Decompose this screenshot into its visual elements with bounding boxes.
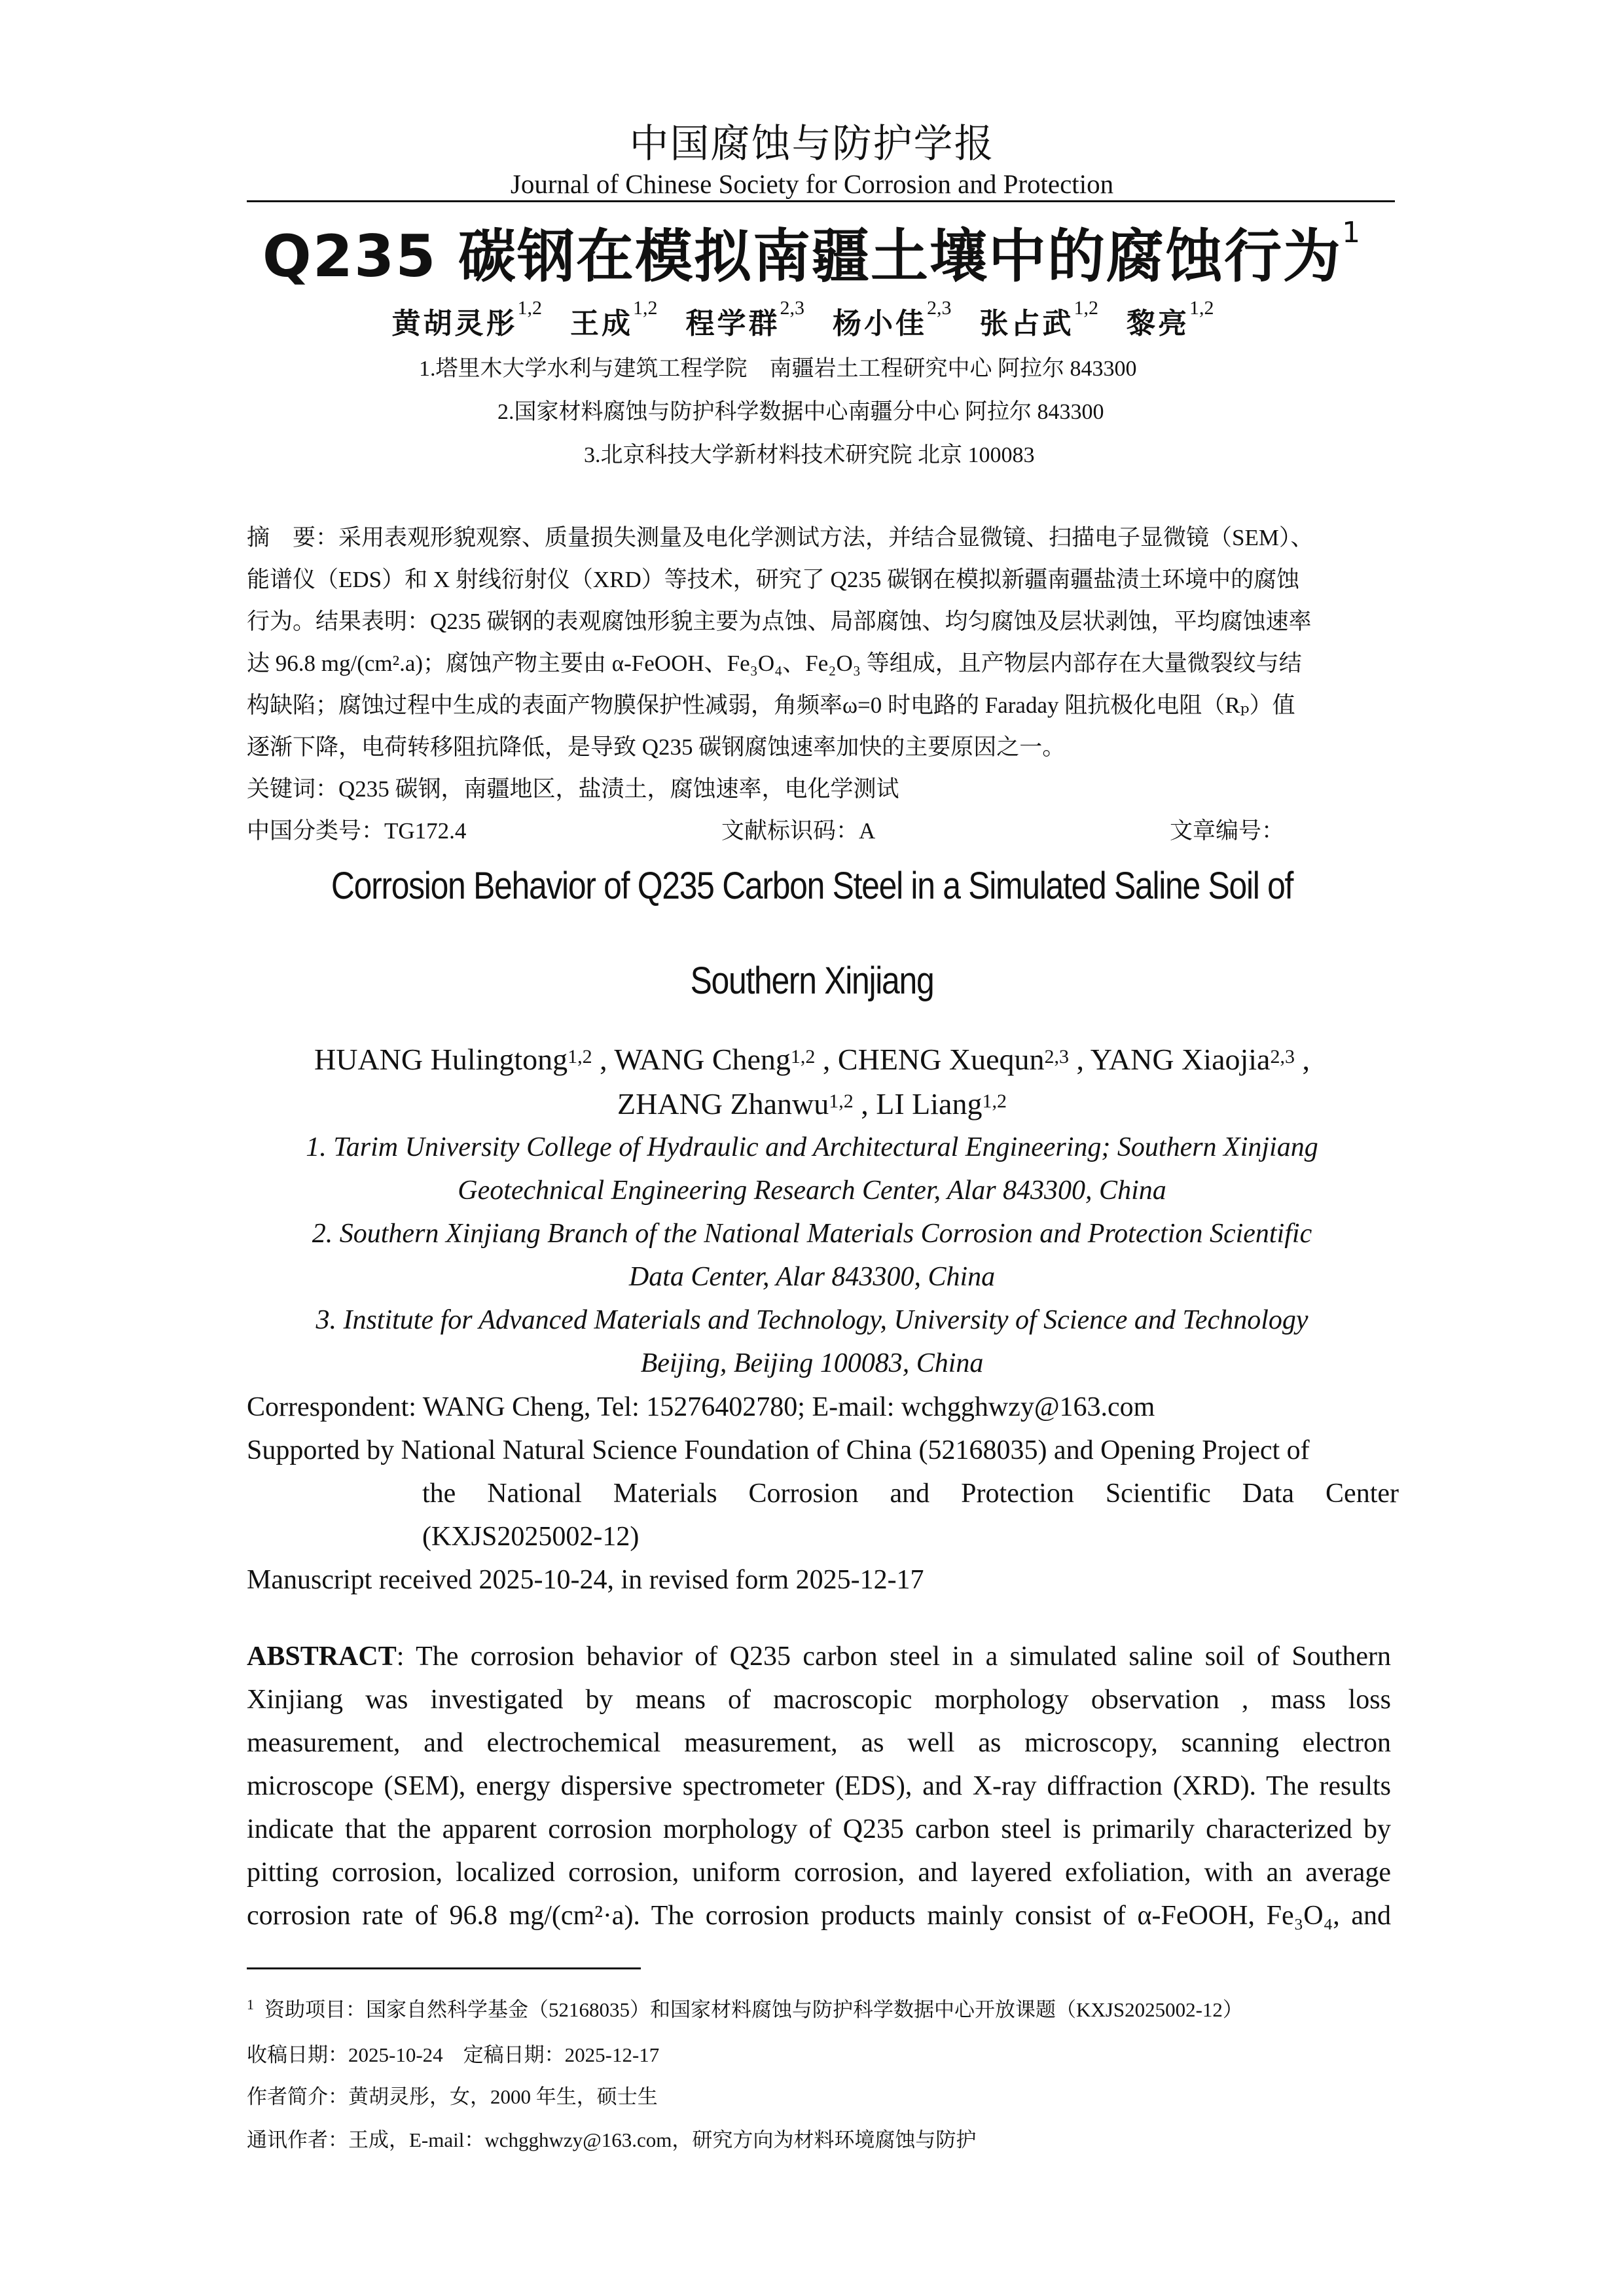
supported-by-line: the National Materials Corrosion and Protection Scientific Data Center (422, 1479, 1399, 1509)
paper-title-en-line2: Southern Xinjiang (690, 960, 934, 1002)
doc-code: 文献标识码：A (721, 818, 876, 844)
abstract-en-line: pitting corrosion, localized corrosion, uniform corrosion, and layered exfoliation, with an average (247, 1857, 1391, 1888)
footnote-corresponding: 通讯作者：王成，E-mail：wchgghwzy@163.com，研究方向为材料环境腐蚀与防护 (247, 2128, 977, 2151)
abstract-cn-line: 构缺陷；腐蚀过程中生成的表面产物膜保护性减弱，角频率ω=0 时电路的 Faraday 阻抗极化电阻（Rₚ）值 (247, 692, 1295, 718)
abstract-en (247, 1635, 1391, 1937)
abstract-en-line: ABSTRACT: The corrosion behavior of Q235 carbon steel in a simulated saline soil of Southern (247, 1641, 1391, 1672)
journal-title-cn: 中国腐蚀与防护学报 (629, 122, 995, 166)
manuscript-dates: Manuscript received 2025-10-24, in revised form 2025-12-17 (247, 1565, 924, 1595)
author-en-line: HUANG Hulingtong$^{1,2}$ , WANG Cheng$^{1,2}$ , CHENG Xuequn$^{2,3}$ , YANG Xiaojia$^{2,3}$ , (314, 1043, 1310, 1076)
author-list-en (0, 1037, 1624, 1126)
abstract-cn-line: 逐渐下降，电荷转移阻抗降低，是导致 Q235 碳钢腐蚀速率加快的主要原因之一。 (247, 734, 1066, 760)
supported-by-line: Supported by National Natural Science Foundation of China (52168035) and Opening Project of (247, 1435, 1310, 1465)
clc-number: 中国分类号：TG172.4 (247, 818, 467, 844)
paper-title-en: Corrosion Behavior of Q235 Carbon Steel in a Simulated Saline Soil of (331, 865, 1293, 907)
header-divider (247, 200, 1395, 202)
author-en: CHENG Xuequn (837, 1043, 1045, 1076)
author-cn: 程学群 (685, 308, 780, 340)
author-aff-cn: 2,3 (927, 297, 952, 319)
abstract-en-line: Xinjiang was investigated by means of macroscopic morphology observation , mass loss (247, 1685, 1391, 1715)
classification-row (247, 810, 1399, 852)
article-number: 文章编号： (1170, 818, 1285, 844)
abstract-en-line: indicate that the apparent corrosion morphology of Q235 carbon steel is primarily characterized by (247, 1814, 1391, 1844)
author-en: HUANG Hulingtong (314, 1043, 568, 1076)
abstract-en-line: measurement, and electrochemical measurement, as well as microscopy, scanning electron (247, 1728, 1391, 1758)
abstract-en-line: microscope (SEM), energy dispersive spectrometer (EDS), and X-ray diffraction (XRD). The results (247, 1771, 1391, 1801)
footnote-funding: $^1$ 资助项目：国家自然科学基金（52168035）和国家材料腐蚀与防护科学数据中心开放课题（KXJS2025002-12） (247, 1996, 1243, 2021)
affiliation-en-line: 2. Southern Xinjiang Branch of the National Materials Corrosion and Protection Scientific (312, 1219, 1312, 1249)
author-aff-cn: 1,2 (633, 297, 658, 319)
correspondent: Correspondent: WANG Cheng, Tel: 15276402780; E-mail: wchgghwzy@163.com (247, 1392, 1155, 1422)
footnote-marker: 1 (247, 1996, 254, 2013)
author-list-cn (0, 297, 1624, 342)
author-aff-cn: 1,2 (1074, 297, 1098, 319)
author-en: ZHANG Zhanwu (617, 1087, 829, 1121)
affiliation-en-line: Geotechnical Engineering Research Center, Alar 843300, China (458, 1175, 1166, 1206)
affiliation-cn: 1.塔里木大学水利与建筑工程学院 南疆岩土工程研究中心 阿拉尔 843300 (419, 357, 1137, 381)
abstract-en-line: corrosion rate of 96.8 mg/(cm²·a). The corrosion products mainly consist of α-FeOOH, Fe₃O₄, and (247, 1901, 1391, 1931)
author-aff-cn: 1,2 (517, 297, 542, 319)
affiliation-en-line: Data Center, Alar 843300, China (628, 1262, 996, 1292)
keywords-cn: 关键词：Q235 碳钢，南疆地区，盐渍土，腐蚀速率，电化学测试 (247, 776, 899, 802)
author-aff-cn: 2,3 (780, 297, 804, 319)
abstract-cn-line: 能谱仪（EDS）和 X 射线衍射仪（XRD）等技术，研究了 Q235 碳钢在模拟新疆南疆盐渍土环境中的腐蚀 (247, 567, 1300, 592)
author-aff-cn: 1,2 (1189, 297, 1214, 319)
affiliation-en-line: 1. Tarim University College of Hydraulic and Architectural Engineering; Southern Xinjiang (306, 1132, 1318, 1162)
affiliation-cn: 2.国家材料腐蚀与防护科学数据中心南疆分中心 阿拉尔 843300 (497, 400, 1104, 424)
author-en: YANG Xiaojia (1090, 1043, 1271, 1076)
supported-by-line: (KXJS2025002-12) (422, 1522, 640, 1552)
abstract-cn-label: 摘 要： (247, 525, 339, 550)
affiliation-cn: 3.北京科技大学新材料技术研究院 北京 100083 (584, 443, 1035, 467)
abstract-cn-line: 摘 要：采用表观形貌观察、质量损失测量及电化学测试方法，并结合显微镜、扫描电子显微镜（SEM）、 (247, 525, 1314, 550)
author-en: LI Liang (876, 1087, 983, 1121)
footnote-divider (247, 1967, 641, 1969)
title-footnote-marker: 1 (1342, 216, 1362, 249)
abstract-cn-line: 达 96.8 mg/(cm².a)；腐蚀产物主要由 α-FeOOH、Fe₃O₄、Fe₂O₃ 等组成，且产物层内部存在大量微裂纹与结 (247, 651, 1302, 676)
footnote-author-bio: 作者简介：黄胡灵彤，女，2000 年生，硕士生 (247, 2085, 658, 2108)
affiliations-en (0, 1126, 1624, 1385)
paper-title-cn-text: Q235 碳钢在模拟南疆土壤中的腐蚀行为 (262, 223, 1343, 290)
affiliation-en-line: Beijing, Beijing 100083, China (640, 1348, 984, 1378)
affiliation-en-line: 3. Institute for Advanced Materials and Technology, University of Science and Technology (316, 1305, 1308, 1335)
author-cn: 王成 (570, 308, 633, 340)
author-en-line: ZHANG Zhanwu$^{1,2}$ , LI Liang$^{1,2}$ (617, 1087, 1007, 1121)
footnote-dates: 收稿日期：2025-10-24 定稿日期：2025-12-17 (247, 2043, 660, 2066)
author-cn: 黄胡灵彤 (391, 308, 518, 340)
author-cn: 杨小佳 (833, 308, 927, 340)
abstract-cn (247, 517, 1399, 852)
author-cn: 黎亮 (1127, 308, 1189, 340)
article-info-en (247, 1386, 1399, 1602)
author-cn: 张占武 (979, 308, 1074, 340)
author-en: WANG Cheng (614, 1043, 791, 1076)
paper-title-cn (0, 211, 1624, 293)
abstract-cn-line: 行为。结果表明：Q235 碳钢的表观腐蚀形貌主要为点蚀、局部腐蚀、均匀腐蚀及层状剥蚀，平均腐蚀速率 (247, 609, 1312, 634)
abstract-en-label: ABSTRACT (247, 1641, 397, 1672)
journal-title-en: Journal of Chinese Society for Corrosion and Protection (510, 169, 1114, 199)
